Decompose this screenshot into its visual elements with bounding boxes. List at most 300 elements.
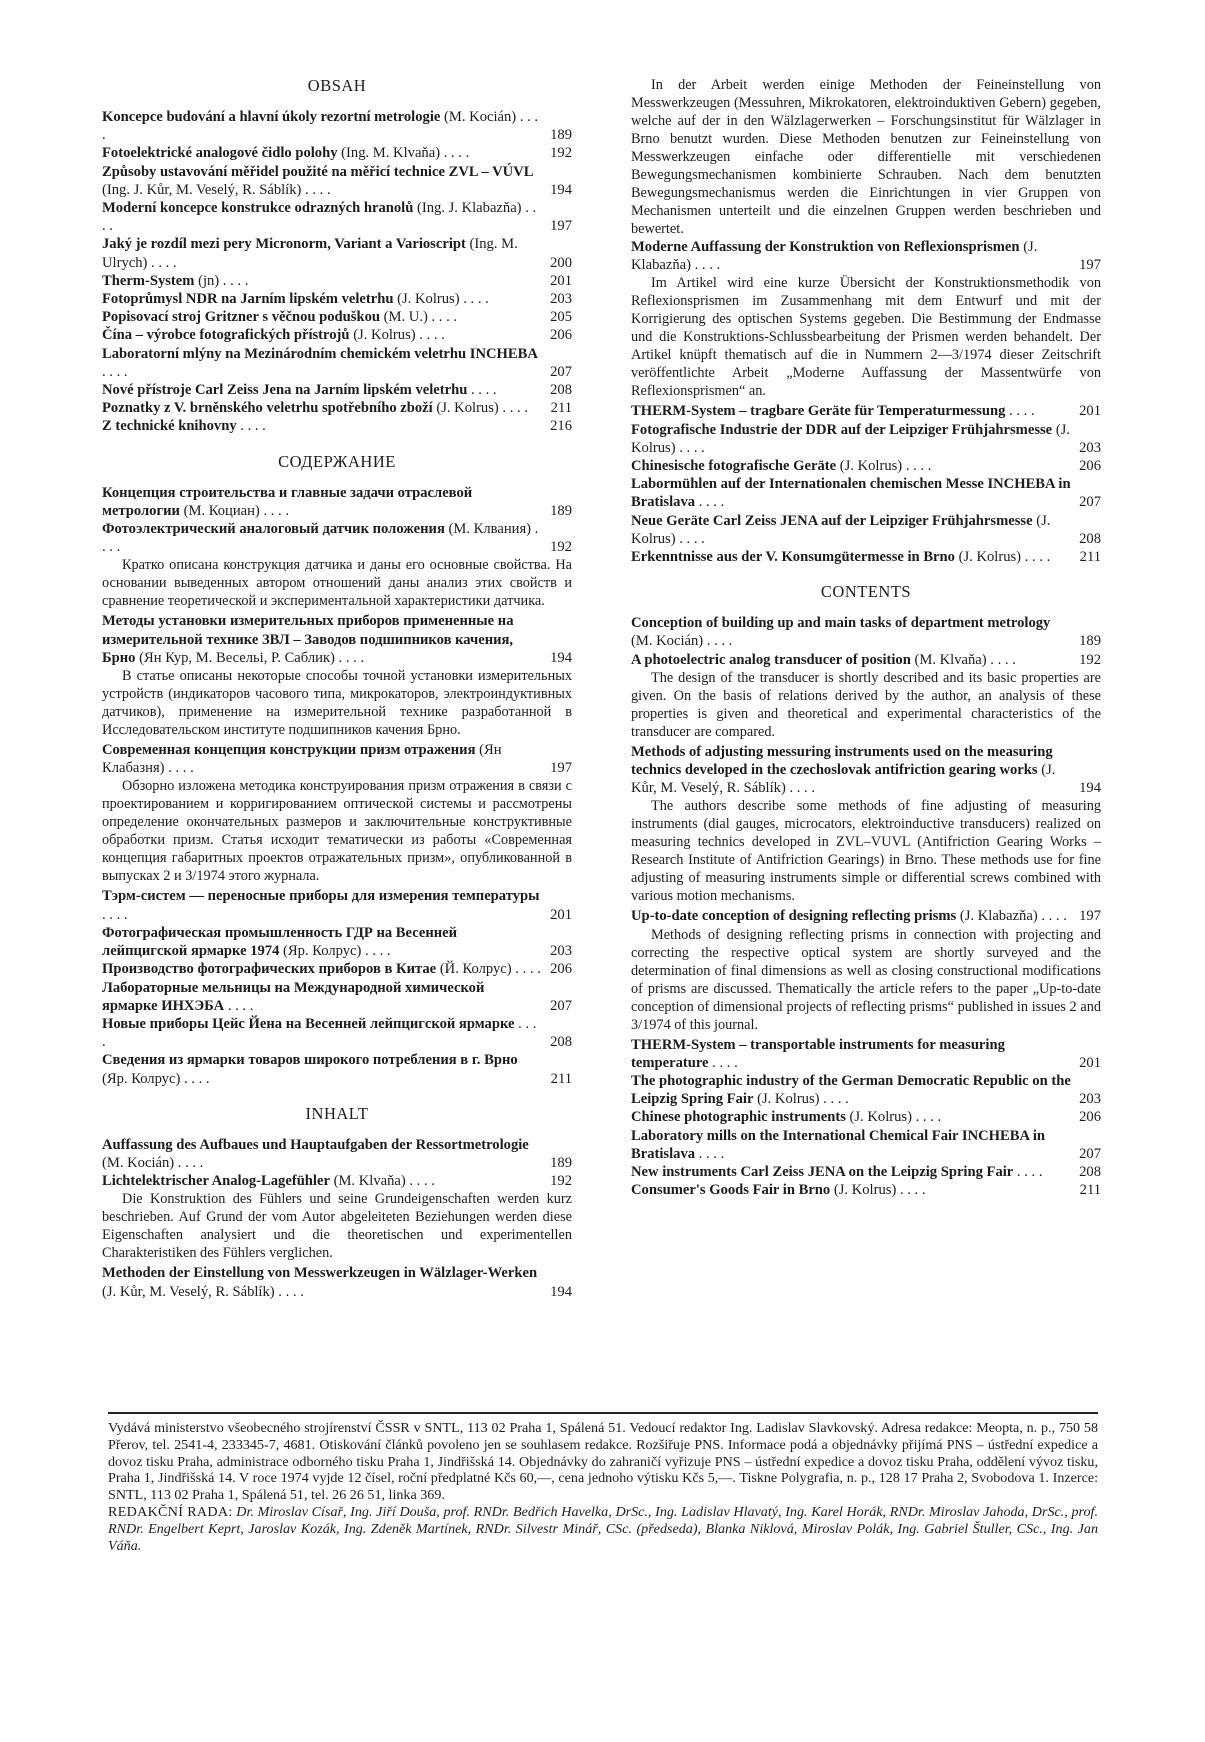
toc-entry — [102, 520, 572, 610]
dot-leader: . . . . — [147, 254, 177, 271]
toc-entry-text — [102, 108, 542, 144]
inhalt-entries — [102, 1136, 572, 1301]
toc-entry-author: (Й. Колрус) — [439, 961, 512, 978]
dot-leader: . . . . — [675, 530, 705, 547]
toc-entry-text — [631, 1072, 1071, 1108]
toc-entry-page: 207 — [1079, 1145, 1101, 1162]
toc-entry-text — [631, 238, 1071, 274]
toc-entry-row — [631, 548, 1101, 566]
toc-entry-author: (M. Kocián) — [631, 633, 704, 650]
toc-entry-page: 192 — [550, 539, 572, 556]
toc-entry-row — [631, 402, 1101, 420]
toc-entry-author: (J. Kolrus) — [353, 327, 416, 344]
dot-leader: . . . . — [361, 943, 391, 960]
toc-entry-title: Fotografische Industrie der DDR auf der Leipziger Frühjahrsmesse — [631, 421, 1053, 438]
section-obsah — [102, 76, 572, 436]
toc-entry-text — [102, 1051, 542, 1087]
section-inhalt-continued — [631, 76, 1101, 566]
dot-leader: . . . . — [459, 291, 489, 308]
toc-entry-page: 197 — [1079, 908, 1101, 925]
toc-entry-page: 201 — [1079, 403, 1101, 420]
toc-entry-title: Lichtelektrischer Analog-Lagefühler — [102, 1173, 330, 1190]
toc-entry-title: Erkenntnisse aus der V. Konsumgütermesse in Brno — [631, 549, 955, 566]
toc-entry-abstract: The design of the transducer is shortly described and its basic properties are given. On the basis of relations derived by the author, an analysis of these properties is given and theoretical and experimental characteristics of the transducer are compared. — [631, 669, 1101, 740]
toc-entry-abstract: Die Konstruktion des Fühlers und seine Grundeigenschaften werden kurz beschrieben. Auf Grund der vom Autor abgeleiteten Beziehungen werden diese Eigenschaften analysiert und die theoretischen und experimentellen Charakteristiken des Fühlers verglichen. — [102, 1191, 572, 1262]
toc-entry-title: Jaký je rozdíl mezi pery Micronorm, Variant a Varioscript — [102, 236, 466, 253]
toc-entry-title: Z technické knihovny — [102, 418, 237, 435]
toc-entry-page: 208 — [550, 1034, 572, 1051]
toc-entry-row — [102, 1136, 572, 1172]
toc-entry-row — [102, 272, 572, 290]
dot-leader: . . . . — [334, 649, 365, 666]
obsah-entries — [102, 108, 572, 436]
toc-entry-row — [102, 308, 572, 326]
dot-leader: . . . . — [819, 1091, 849, 1108]
toc-entry-row — [102, 1172, 572, 1190]
toc-entry-row — [102, 887, 572, 923]
toc-entry-author: (J. Kolrus) — [757, 1091, 820, 1108]
toc-entry — [102, 381, 572, 399]
toc-entry-row — [102, 163, 572, 199]
toc-entry-text — [102, 1264, 542, 1300]
toc-entry-page: 189 — [1079, 633, 1101, 650]
toc-entry-text — [102, 272, 542, 290]
toc-entry-page: 194 — [550, 1283, 572, 1300]
toc-entry-title: Způsoby ustavování měřidel použité na měřicí technice ZVL – VÚVL — [102, 163, 534, 180]
toc-entry-page: 201 — [1079, 1054, 1101, 1071]
toc-entry-page: 206 — [1079, 458, 1101, 475]
toc-entry-text — [102, 1015, 542, 1051]
dot-leader: . . . . — [911, 1109, 942, 1126]
toc-entry-page: 201 — [550, 272, 572, 289]
toc-entry-title: Consumer's Goods Fair in Brno — [631, 1182, 831, 1199]
toc-entry-title: Концепция строительства и главные задачи отраслевой метрологии — [102, 484, 473, 519]
dot-leader: . . . . — [236, 418, 266, 435]
dot-leader: . . . . — [102, 200, 537, 235]
toc-entry-title: Производство фотографических приборов в Китае — [102, 961, 437, 978]
toc-entry-title: Koncepce budování a hlavní úkoly rezortní metrologie — [102, 109, 441, 125]
dot-leader: . . . . — [102, 521, 539, 556]
toc-entry-title: Conception of building up and main tasks of department metrology — [631, 615, 1051, 632]
toc-entry — [102, 887, 572, 923]
toc-entry-page: 192 — [550, 145, 572, 162]
toc-entry-row — [102, 417, 572, 435]
toc-entry-author: (Ing. J. Klabazňa) — [417, 200, 522, 217]
toc-entry-row — [102, 235, 572, 271]
dot-leader: . . . . — [224, 997, 254, 1014]
toc-entry-row — [102, 924, 572, 960]
toc-entry — [631, 1163, 1101, 1181]
toc-entry — [631, 1036, 1101, 1072]
toc-entry-author: (J. Kolrus) — [436, 400, 499, 417]
right-column — [631, 76, 1101, 1215]
toc-entry-row — [631, 1108, 1101, 1126]
toc-entry-page: 203 — [550, 291, 572, 308]
toc-entry-row — [102, 612, 572, 667]
toc-entry-title: Новые приборы Цейс Йена на Весенней лейпцигской ярмарке — [102, 1015, 515, 1032]
toc-entry — [631, 1127, 1101, 1163]
section-title-contents: CONTENTS — [820, 582, 912, 602]
toc-entry — [631, 1181, 1101, 1199]
toc-entry — [102, 345, 572, 381]
toc-entry-text — [631, 614, 1071, 650]
toc-entry — [102, 979, 572, 1015]
dot-leader: . . . . — [896, 1182, 926, 1199]
toc-entry-text — [631, 1163, 1071, 1181]
toc-entry-row — [102, 199, 572, 235]
toc-entry-row — [631, 238, 1101, 274]
dot-leader: . . . . — [785, 780, 815, 797]
toc-entry-row — [631, 475, 1101, 511]
toc-entry-text — [631, 1181, 1071, 1199]
toc-entry-page: 207 — [550, 363, 572, 380]
toc-entry-author: (М. Клвания) — [448, 521, 532, 538]
toc-entry — [631, 238, 1101, 400]
toc-entry-row — [631, 907, 1101, 925]
toc-entry-row — [631, 512, 1101, 548]
toc-entry-page: 192 — [550, 1173, 572, 1190]
toc-entry-text — [102, 1136, 542, 1172]
section-contents — [631, 582, 1101, 1199]
toc-entry-author: (M. U.) — [383, 309, 428, 326]
toc-entry-text — [631, 1036, 1071, 1072]
toc-entry-row — [102, 484, 572, 520]
toc-entry — [631, 457, 1101, 475]
toc-entry — [102, 235, 572, 271]
toc-entry — [102, 272, 572, 290]
toc-entry-author: (J. Kolrus) — [839, 458, 903, 475]
toc-entry — [102, 144, 572, 162]
toc-entry-author: (J. Klabazňa) — [959, 908, 1038, 925]
dot-leader: . . . . — [427, 309, 458, 326]
toc-entry-row — [102, 144, 572, 162]
toc-entry-page: 207 — [1079, 494, 1101, 511]
toc-entry-page: 194 — [550, 649, 572, 666]
toc-entry-text — [102, 144, 542, 162]
toc-entry-title: Современная концепция конструкции призм отражения — [102, 742, 476, 759]
toc-entry-author: (jn) — [198, 272, 220, 289]
toc-entry-page: 206 — [550, 327, 572, 344]
toc-entry-text — [102, 612, 542, 667]
toc-entry-title: Лабораторные мельницы на Международной химической ярмарке ИНХЭБА — [102, 979, 485, 1014]
toc-entry-text — [631, 421, 1071, 457]
dot-leader: . . . . — [467, 382, 497, 399]
toc-entry-author: (Яр. Колрус) — [102, 1070, 181, 1087]
inhalt-continuation-abstract: In der Arbeit werden einige Methoden der Feineinstellung von Messwerkzeugen (Messuhren, Mikrokatoren, elektroinduktiven Gebern) gegeben, welche auf der in den Wälzlagerwerken – Forschungsinstitut für Wälzlager in Brno benutzt wurden. Diese Methoden benutzen zur Feineinstellung von Messwerkzeugen einfache oder differentielle mit verschiedenen Bewegungsmechanismen kombinierte Schrauben. Nach dem benutzten Bewegungsmechanismus werden die Einrichtungen in vier Gruppen von Mechanismen unterteilt und die einzelnen Gruppen werden beschrieben und bewertet. — [631, 77, 1101, 237]
toc-entry-title: A photoelectric analog transducer of position — [631, 651, 911, 668]
toc-entry-title: Fotoprůmysl NDR na Jarním lipském veletrhu — [102, 291, 394, 308]
soderzhanie-entries — [102, 484, 572, 1088]
toc-entry-page: 211 — [550, 400, 572, 417]
dot-leader: . . . . — [695, 494, 725, 511]
toc-entry-text — [102, 979, 542, 1015]
toc-entry-author: (Ing. M. Klvaňa) — [341, 145, 441, 162]
section-inhalt — [102, 1104, 572, 1301]
toc-entry-title: Up-to-date conception of designing reflecting prisms — [631, 908, 957, 925]
dot-leader: . . . . — [498, 400, 528, 417]
toc-entry-author: (J. Kůr, M. Veselý, R. Sáblík) — [631, 762, 1056, 797]
toc-entry-title: THERM-System – tragbare Geräte für Temperaturmessung — [631, 403, 1006, 420]
toc-entry-abstract: Im Artikel wird eine kurze Übersicht der Konstruktionsmethodik von Reflexionsprismen im Zusammenhang mit dem Entwurf und mit der Korrigierung des optischen Systems gegeben. Die Bestimmung der Endmasse und die Konstruktions-Schlussbearbeitung der Prismen werden behandelt. Der Artikel knüpft thematisch auf die in Nummern 2—3/1974 dieser Zeitschrift veröffentlichte Arbeit „Moderne Auffassung der Massentwürfe von Reflexionsprismen“ an. — [631, 275, 1101, 400]
toc-entry — [102, 1015, 572, 1051]
toc-entry-page: 205 — [550, 309, 572, 326]
toc-entry-author: (J. Kolrus) — [397, 291, 460, 308]
toc-entry — [102, 199, 572, 235]
toc-entry-author: (J. Kolrus) — [958, 549, 1022, 566]
toc-entry-title: Poznatky z V. brněnského veletrhu spotřebního zboží — [102, 400, 433, 417]
toc-entry-page: 208 — [550, 382, 572, 399]
toc-entry-page: 203 — [1079, 439, 1101, 456]
toc-entry — [102, 1136, 572, 1172]
dot-leader: . . . . — [180, 1070, 210, 1087]
toc-entry-row — [102, 108, 572, 144]
toc-entry-row — [102, 345, 572, 381]
toc-entry-text — [102, 960, 542, 978]
toc-entry-text — [631, 512, 1071, 548]
toc-entry-title: Fotoelektrické analogové čidlo polohy — [102, 145, 338, 162]
toc-entry-row — [631, 651, 1101, 669]
dot-leader: . . . . — [219, 272, 249, 289]
dot-leader: . . . . — [708, 1054, 738, 1071]
toc-entry-title: Chinese photographic instruments — [631, 1109, 846, 1126]
toc-entry-author: (J. Kolrus) — [631, 421, 1071, 456]
dot-leader: . . . . — [274, 1283, 304, 1300]
toc-entry — [102, 1264, 572, 1300]
toc-entry-page: 189 — [550, 1154, 572, 1171]
toc-entry-abstract: Обзорно изложена методика конструирования призм отражения в связи с проектированием и корригированием оптической системы и рассмотрены определение окончательных размеров и заключительные конструктивные обработки призм. Статья исходит тематически из работы «Современная концепция габаритных проектов отражательных призм», опубликованной в выпусках 2 и 3/1974 этого журнала. — [102, 778, 572, 885]
dot-leader: . . . . — [102, 109, 539, 144]
toc-entry-author: (Ян Клабазня) — [102, 742, 502, 777]
toc-entry-row — [102, 979, 572, 1015]
section-title-soderzhanie: СОДЕРЖАНИЕ — [278, 451, 396, 471]
toc-entry-text — [631, 1127, 1071, 1163]
toc-entry-title: THERM-System – transportable instruments for measuring temperature — [631, 1036, 1005, 1071]
toc-entry-row — [102, 960, 572, 978]
toc-entry-title: Фотоэлектрический аналоговый датчик положения — [102, 521, 445, 538]
toc-entry-abstract: В статье описаны некоторые способы точной установки измерительных устройств (индикаторов часового типа, микрокаторов, электроиндуктивных датчиков), применение на измерительной технике разработанной в Исследовательском институте подшипников качения Брно. — [102, 668, 572, 739]
toc-entry-abstract: Methods of designing reflecting prisms in connection with projecting and correcting the respective optical system are shortly surveyed and the determination of final dimensions as well as closing constructional modifications of prisms are discussed. Thematically the article refers to the paper „Up-to-date conception of dimensional projects of reflecting prisms“ published in issues 2 and 3/1974 of this journal. — [631, 926, 1101, 1033]
inhalt-entries-continued — [631, 238, 1101, 566]
toc-entry-title: Methods of adjusting messuring instruments used on the measuring technics developed in the czechoslovak antifriction gearing works — [631, 743, 1053, 779]
toc-entry — [102, 163, 572, 199]
toc-entry-title: Auffassung des Aufbaues und Hauptaufgaben der Ressortmetrologie — [102, 1136, 529, 1153]
dot-leader: . . . . — [102, 363, 128, 380]
dot-leader: . . . . — [405, 1173, 435, 1190]
toc-entry-row — [102, 1051, 572, 1087]
toc-entry-text — [631, 475, 1071, 511]
dot-leader: . . . . — [415, 327, 445, 344]
toc-entry-author: (J. Klabazňa) — [631, 239, 1038, 274]
toc-entry-page: 201 — [550, 906, 572, 923]
dot-leader: . . . . — [511, 961, 541, 978]
toc-entry-row — [631, 1127, 1101, 1163]
toc-entry — [631, 512, 1101, 548]
toc-entry — [631, 907, 1101, 1033]
toc-entry-text — [102, 520, 542, 556]
toc-entry-text — [631, 743, 1071, 798]
toc-entry-title: Laboratorní mlýny na Mezinárodním chemickém veletrhu INCHEBA — [102, 345, 538, 362]
dot-leader: . . . . — [675, 439, 705, 456]
contents-entries — [631, 614, 1101, 1199]
toc-entry-text — [102, 308, 542, 326]
toc-entry-text — [631, 907, 1071, 925]
toc-entry-page: 189 — [550, 127, 572, 144]
toc-entry-author: (М. Коциан) — [183, 502, 260, 519]
toc-entry-row — [631, 1036, 1101, 1072]
toc-entry-title: Čína – výrobce fotografických přístrojů — [102, 327, 350, 344]
section-title-obsah: OBSAH — [307, 76, 367, 95]
toc-entry — [102, 290, 572, 308]
dot-leader: . . . . — [902, 458, 932, 475]
toc-entry-author: (J. Kolrus) — [631, 512, 1051, 547]
toc-entry-page: 208 — [1079, 530, 1101, 547]
toc-entry-text — [631, 402, 1071, 420]
dot-leader: . . . . — [174, 1154, 204, 1171]
toc-entry-page: 203 — [1079, 1091, 1101, 1108]
toc-entry-page: 216 — [550, 418, 572, 435]
toc-entry-row — [102, 326, 572, 344]
toc-entry-text — [102, 290, 542, 308]
toc-entry-author: (M. Klvaňa) — [914, 651, 987, 668]
toc-entry-author: (Ing. M. Ulrych) — [102, 236, 518, 271]
toc-entry-author: (Яр. Колрус) — [283, 943, 362, 960]
toc-entry-text — [102, 887, 542, 923]
toc-entry-text — [102, 326, 542, 344]
toc-entry-text — [102, 741, 542, 777]
toc-entry-text — [102, 399, 542, 417]
toc-entry — [102, 326, 572, 344]
dot-leader: . . . . — [440, 145, 470, 162]
toc-entry-title: Тэрм-систем — переносные приборы для измерения температуры — [102, 888, 540, 905]
editorial-board — [108, 1504, 1098, 1554]
dot-leader: . . . . — [102, 906, 128, 923]
toc-entry-text — [631, 457, 1071, 475]
section-title-inhalt: INHALT — [305, 1103, 369, 1123]
toc-entry-title: Сведения из ярмарки товаров широкого потребления в г. Врно — [102, 1052, 518, 1069]
toc-entry-page: 194 — [550, 181, 572, 198]
dot-leader: . . . . — [1037, 908, 1067, 925]
toc-entry-title: Methoden der Einstellung von Messwerkzeugen in Wälzlager-Werken — [102, 1265, 538, 1282]
toc-entry-text — [102, 381, 542, 399]
editorial-board-members: Dr. Miroslav Císař, Ing. Jiří Douša, prof. RNDr. Bedřich Havelka, DrSc., Ing. Ladislav Hlavatý, Ing. Karel Horák, RNDr. Miroslav Jahoda, DrSc., prof. RNDr. Engelbert Keprt, Jaroslav Kozák, Ing. Zdeněk Martínek, RNDr. Silvestr Minář, CSc. (předseda), Blanka Niklová, Miroslav Polák, Ing. Gabriel Štuller, CSc., Ing. Jan Váňa. — [108, 1503, 1098, 1554]
toc-entry-page: 189 — [550, 502, 572, 519]
toc-entry — [631, 402, 1101, 420]
toc-entry-author: (M. Kocián) — [444, 109, 517, 125]
toc-entry-author: (Ян Кур, М. Весельі, Р. Саблик) — [139, 649, 335, 666]
toc-entry — [631, 475, 1101, 511]
toc-entry-text — [102, 924, 542, 960]
toc-entry-page: 197 — [550, 760, 572, 777]
toc-entry-title: Popisovací stroj Gritzner s věčnou poduškou — [102, 309, 380, 326]
dot-leader: . . . . — [703, 633, 733, 650]
toc-entry — [102, 484, 572, 520]
toc-entry-author: (J. Kůr, M. Veselý, R. Sáblík) — [102, 1283, 275, 1300]
toc-entry-row — [102, 290, 572, 308]
toc-entry-text — [102, 235, 542, 271]
dot-leader: . . . . — [690, 257, 721, 274]
toc-entry-text — [102, 1172, 542, 1190]
toc-entry — [631, 1072, 1101, 1108]
toc-entry-author: (Ing. J. Kůr, M. Veselý, R. Sáblík) — [102, 181, 302, 198]
toc-entry-row — [631, 614, 1101, 650]
toc-entry — [102, 308, 572, 326]
toc-entry-page: 200 — [550, 254, 572, 271]
toc-entry-abstract: Кратко описана конструкция датчика и даны его основные свойства. На основании выведенных автором отношений даны анализ этих свойств и сравнение теоретической и экспериментальной характеристики датчика. — [102, 557, 572, 610]
dot-leader: . . . . — [301, 181, 331, 198]
toc-entry — [102, 1172, 572, 1262]
dot-leader: . . . . — [259, 502, 289, 519]
toc-entry — [631, 548, 1101, 566]
toc-entry-title: Фотографическая промышленность ГДР на Весенней лейпцигской ярмарке 1974 — [102, 924, 458, 960]
toc-entry — [102, 399, 572, 417]
toc-entry — [102, 1051, 572, 1087]
toc-entry-title: New instruments Carl Zeiss JENA on the Leipzig Spring Fair — [631, 1164, 1014, 1181]
toc-entry-title: Laboratory mills on the International Chemical Fair INCHEBA in Bratislava — [631, 1127, 1046, 1162]
toc-entry — [102, 960, 572, 978]
toc-entry-row — [631, 1163, 1101, 1181]
imprint-text: Vydává ministerstvo všeobecného strojírenství ČSSR v SNTL, 113 02 Praha 1, Spálená 51. Vedoucí redaktor Ing. Ladislav Slavkovský. Adresa redakce: Meopta, n. p., 750 58 Přerov, tel. 2541-4, 233345-7, 4681. Otiskování článků povoleno jen se souhlasem redakce. Rozšiřuje PNS. Informace podá a objednávky přijímá PNS – ústřední expedice a dovoz tisku Praha, administrace odborného tisku Praha 1, Jindřišská 14. Objednávky do zahraničí vyřizuje PNS – ústřední expedice a dovoz tisku Praha, oddělení vývoz tisku, Praha 1, Jindřišská 14. V roce 1974 vyjde 12 čísel, roční předplatné Kčs 60,—, cena jednoho výtisku Kčs 5,—. Tiskne Polygrafia, n. p., 128 17 Praha 2, Svobodova 1. Inzerce: SNTL, 113 02 Praha 1, Spálená 51, tel. 26 26 51, linka 369. — [108, 1420, 1098, 1504]
toc-entry-row — [102, 381, 572, 399]
toc-entry — [102, 417, 572, 435]
toc-entry-title: Nové přístroje Carl Zeiss Jena na Jarním lipském veletrhu — [102, 382, 468, 399]
toc-entry-row — [102, 1264, 572, 1300]
toc-entry — [631, 743, 1101, 906]
toc-entry-title: Методы установки измерительных приборов примененные на измерительной технике ЗВЛ – Заводов подшипников качения, Брно — [102, 613, 514, 666]
dot-leader: . . . . — [986, 651, 1016, 668]
toc-entry-page: 206 — [550, 961, 572, 978]
toc-entry — [631, 1108, 1101, 1126]
toc-entry-text — [631, 548, 1071, 566]
section-soderzhanie — [102, 452, 572, 1088]
toc-entry — [631, 614, 1101, 650]
editorial-board-label: REDAKČNÍ RADA: — [108, 1503, 233, 1520]
toc-entry-row — [631, 1181, 1101, 1199]
toc-entry-row — [102, 741, 572, 777]
toc-entry-page: 192 — [1079, 651, 1101, 668]
dot-leader: . . . . — [1021, 549, 1051, 566]
toc-entry-text — [102, 345, 542, 381]
toc-entry — [102, 108, 572, 144]
toc-entry-page: 211 — [1079, 1182, 1101, 1199]
toc-entry — [631, 421, 1101, 457]
toc-entry-page: 197 — [1079, 257, 1101, 274]
toc-entry-abstract: The authors describe some methods of fine adjusting of measuring instruments (dial gauges, microcators, elektroinductive transducers) realized on measuring technics developed in ZVL–VUVL (Antifriction Gearing Works – Research Institute of Antifriction Gearings) in Brno. These methods use for fine adjusting of measuring instruments simple or differential screws combined with various motion mechanisms. — [631, 798, 1101, 905]
toc-entry-title: Moderní koncepce konstrukce odrazných hranolů — [102, 200, 414, 217]
dot-leader: . . . . — [1005, 403, 1035, 420]
toc-entry-row — [631, 457, 1101, 475]
toc-entry — [102, 741, 572, 885]
toc-entry-row — [102, 399, 572, 417]
toc-entry-title: Labormühlen auf der Internationalen chemischen Messe INCHEBA in Bratislava — [631, 476, 1071, 511]
toc-entry-title: Moderne Auffassung der Konstruktion von Reflexionsprismen — [631, 239, 1020, 255]
toc-entry-page: 207 — [550, 997, 572, 1014]
toc-entry-title: Therm-System — [102, 272, 195, 289]
toc-entry-author: (J. Kolrus) — [833, 1182, 897, 1199]
toc-entry-text — [102, 484, 542, 520]
toc-entry-title: Chinesische fotografische Geräte — [631, 458, 837, 475]
toc-entry — [631, 651, 1101, 741]
toc-entry-author: (M. Kocián) — [102, 1154, 175, 1171]
toc-entry-author: (M. Klvaňa) — [333, 1173, 406, 1190]
toc-entry-title: Neue Geräte Carl Zeiss JENA auf der Leipziger Frühjahrsmesse — [631, 512, 1033, 529]
toc-entry-text — [102, 417, 542, 435]
toc-entry-page: 197 — [550, 218, 572, 235]
toc-entry-page: 208 — [1079, 1164, 1101, 1181]
toc-entry-page: 194 — [1079, 780, 1101, 797]
toc-entry-text — [102, 163, 542, 199]
toc-entry-text — [102, 199, 542, 235]
toc-entry-page: 211 — [550, 1070, 572, 1087]
